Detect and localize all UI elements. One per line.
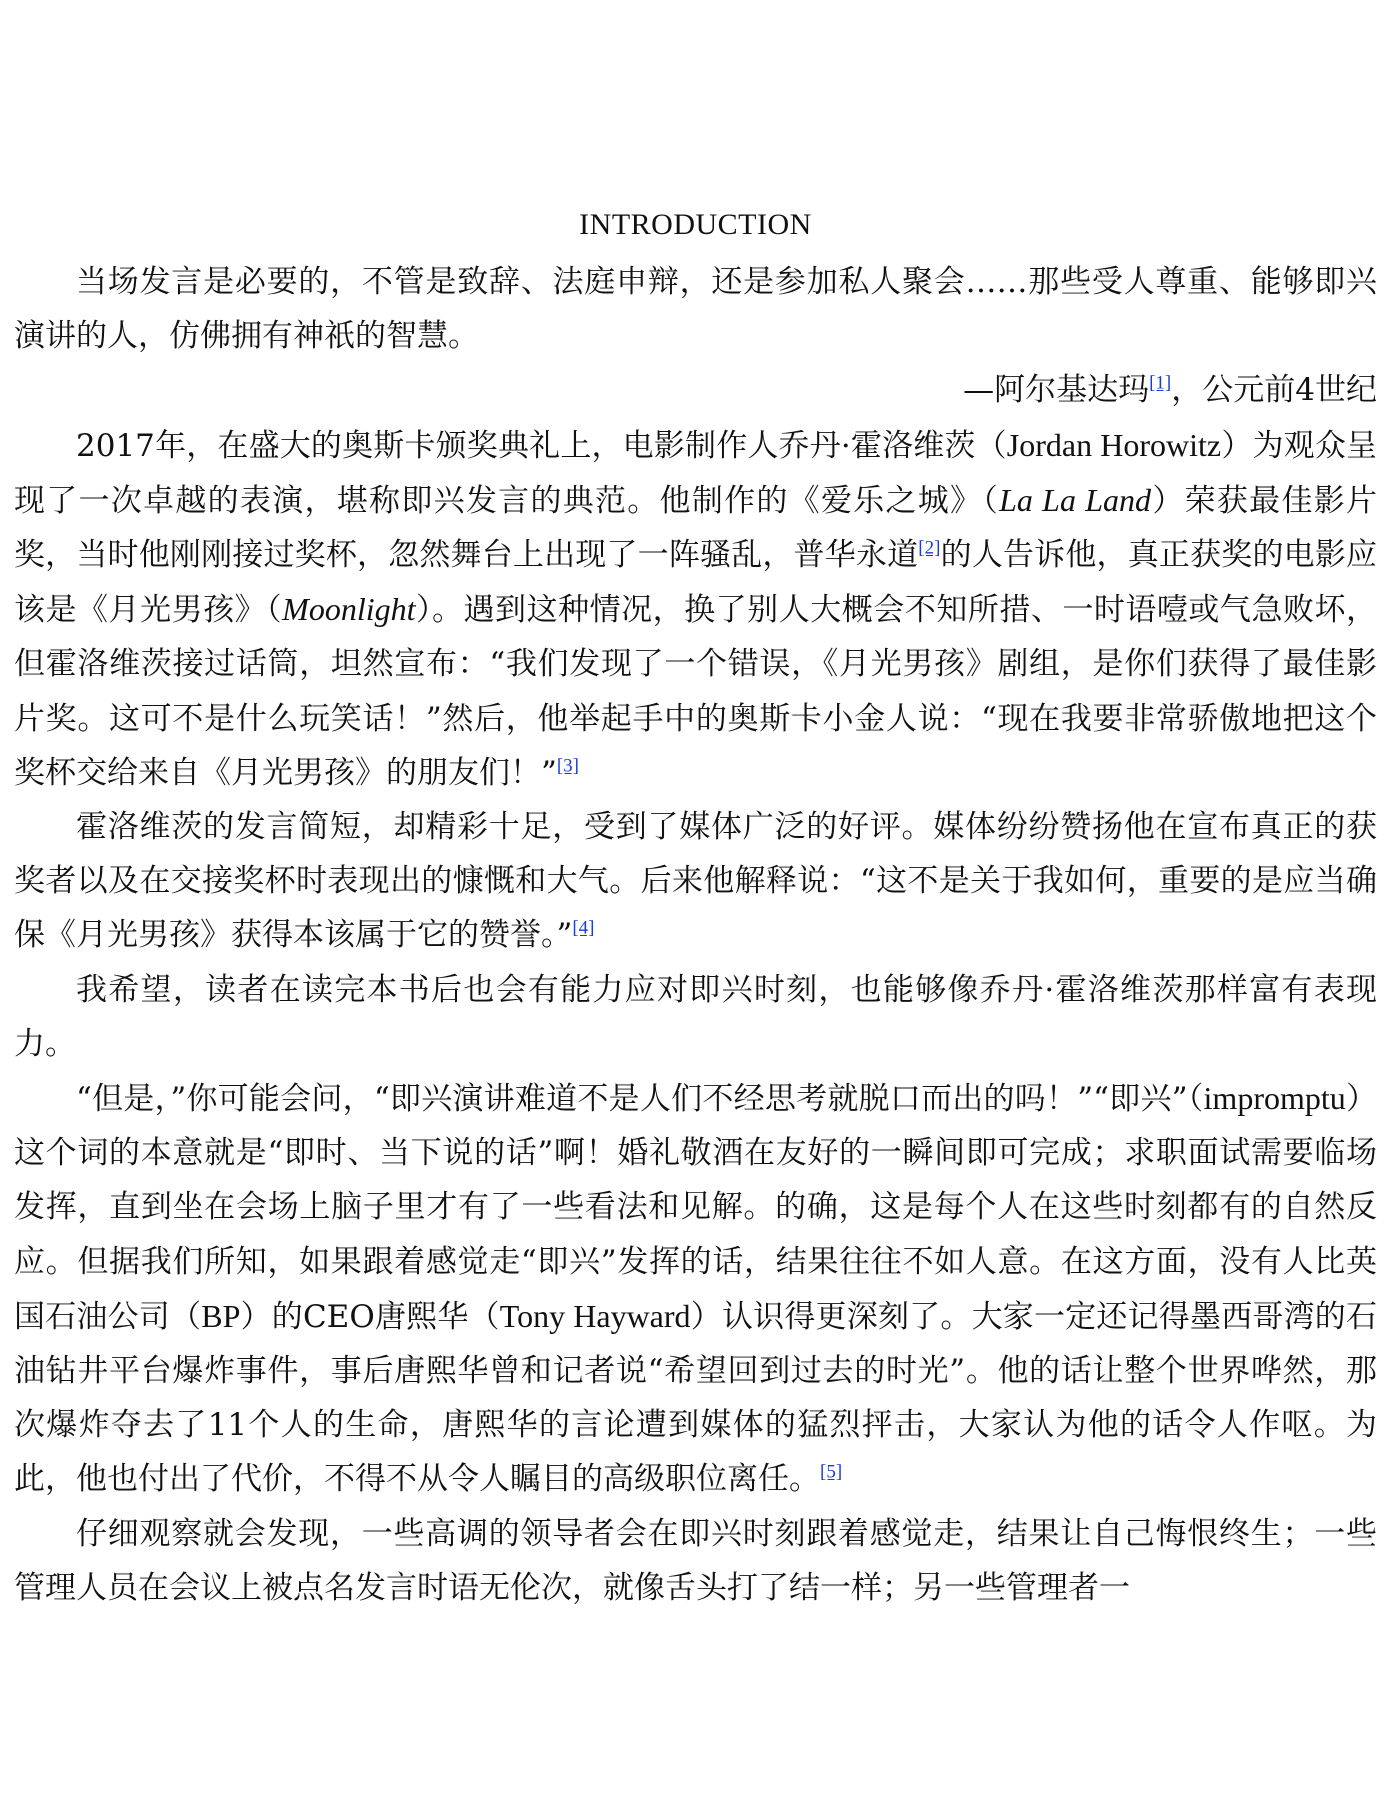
paragraph-impromptu — [14, 1071, 1377, 1507]
text-run: ）。遇到这种情况，换了别人大概会不知所措、一时语噎或气急败坏，但霍洛维茨接过话筒，坦然宣布：“我们发现了一个错误，《月光男孩》剧组，是你们获得了最佳影片奖。这可不是什么玩笑话！”然后，他举起手中的奥斯卡小金人说：“现在我要非常骄傲地把这个奖杯交给来自《月光男孩》的朋友们！” — [14, 592, 1378, 791]
text-run: 2017年，在盛大的奥斯卡颁奖典礼上，电影制作人乔丹·霍洛维茨（ — [76, 427, 1007, 464]
epigraph-attribution — [14, 363, 1377, 417]
paragraph-praise — [14, 800, 1377, 963]
company-abbrev: BP — [201, 1297, 241, 1334]
text-run: 的人告诉他，真正获奖的电影应该是《月光男孩》（ — [14, 537, 1378, 629]
attribution-date: ，公元前4世纪 — [1171, 372, 1377, 409]
footnote-link-5[interactable]: [5] — [820, 1462, 843, 1484]
text-run: ）荣获最佳影片奖，当时他刚刚接过奖杯，忽然舞台上出现了一阵骚乱，普华永道 — [14, 482, 1378, 574]
english-word: impromptu — [1203, 1080, 1346, 1117]
document-page — [14, 0, 1377, 1800]
text-run: ）认识得更深刻了。大家一定还记得墨西哥湾的石油钻井平台爆炸事件，事后唐熙华曾和记者说“希望回到过去的时光”。他的话让整个世界哗然，那次爆炸夺去了11个人的生命，唐熙华的言论遭到媒体的猛烈抨击，大家认为他的话令人作呕。为此，他也付出了代价，不得不从令人瞩目的高级职位离任。 — [14, 1298, 1378, 1498]
attribution-name: —阿尔基达玛 — [963, 372, 1150, 409]
english-name: Tony Hayward — [499, 1297, 691, 1334]
footnote-link-2[interactable]: [2] — [918, 537, 941, 559]
text-run: ）这个词的本意就是“即时、当下说的话”啊！婚礼敬酒在友好的一瞬间即可完成；求职面试需要临场发挥，直到坐在会场上脑子里才有了一些看法和见解。的确，这是每个人在这些时刻都有的自然反应。但据我们所知，如果跟着感觉走“即兴”发挥的话，结果往往不如人意。在这方面，没有人比英国石油公司（ — [14, 1081, 1377, 1335]
english-name: Jordan Horowitz — [1006, 426, 1222, 463]
footnote-link-1[interactable]: [1] — [1149, 373, 1172, 395]
film-title-english: Moonlight — [282, 591, 416, 628]
film-title-english: La La Land — [999, 481, 1152, 518]
body-text — [14, 255, 1377, 1615]
footnote-link-3[interactable]: [3] — [556, 755, 580, 777]
chapter-title: INTRODUCTION — [579, 208, 812, 241]
text-run: “但是，”你可能会问，“即兴演讲难道不是人们不经思考就脱口而出的吗！”“即兴”（ — [76, 1081, 1204, 1118]
footnote-link-4[interactable]: [4] — [572, 918, 595, 940]
text-run: ）的CEO唐熙华（ — [240, 1298, 500, 1335]
paragraph-hope: 我希望，读者在读完本书后也会有能力应对即兴时刻，也能够像乔丹·霍洛维茨那样富有表现力。 — [14, 971, 1377, 1062]
epigraph-paragraph: 当场发言是必要的，不管是致辞、法庭申辩，还是参加私人聚会……那些受人尊重、能够即兴演讲的人，仿佛拥有神祇的智慧。 — [14, 264, 1377, 355]
text-run: 霍洛维茨的发言简短，却精彩十足，受到了媒体广泛的好评。媒体纷纷赞扬他在宣布真正的获奖者以及在交接奖杯时表现出的慷慨和大气。后来他解释说：“这不是关于我如何，重要的是应当确保《月光男孩》获得本该属于它的赞誉。” — [14, 809, 1377, 954]
paragraph-horowitz — [14, 418, 1377, 800]
text-run: ）为观众呈现了一次卓越的表演，堪称即兴发言的典范。他制作的《爱乐之城》（ — [14, 427, 1378, 519]
paragraph-observe: 仔细观察就会发现，一些高调的领导者会在即兴时刻跟着感觉走，结果让自己悔恨终生；一些管理人员在会议上被点名发言时语无伦次，就像舌头打了结一样；另一些管理者一 — [14, 1515, 1377, 1606]
